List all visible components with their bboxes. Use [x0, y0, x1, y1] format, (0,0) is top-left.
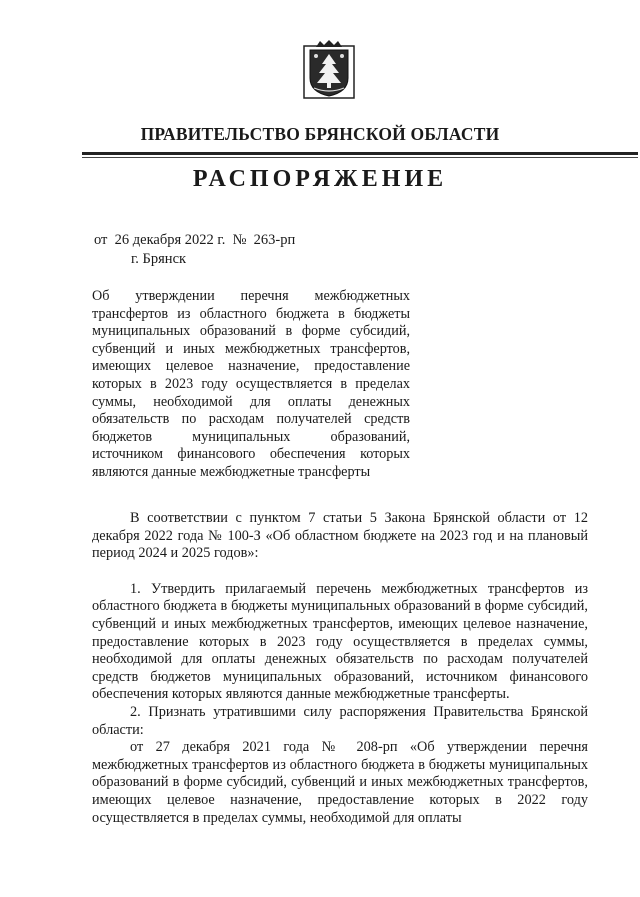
- document-type-title: РАСПОРЯЖЕНИЕ: [192, 166, 448, 192]
- document-body: [92, 510, 588, 827]
- document-meta: [94, 231, 295, 269]
- header-divider-thin: [82, 157, 638, 158]
- item-2-paragraph: 2. Признать утратившими силу распоряжения Правительства Брянской области:: [92, 703, 588, 738]
- preamble-paragraph: В соответствии с пунктом 7 статьи 5 Закона Брянской области от 12 декабря 2022 года № 100-З «Об областном бюджете на 2023 год и на плановый период 2024 и 2025 годов»:: [92, 510, 588, 562]
- item-1-paragraph: 1. Утвердить прилагаемый перечень межбюджетных трансфертов из областного бюджета в бюджеты муниципальных образований в форме субсидий, субвенций и иных межбюджетных трансфертов, имеющих целевое назначение, предоставление которых в 2023 году осуществляется в пределах суммы, необходимой для оплаты денежных обязательств по расходам получателей средств бюджетов муниципальных образований, источником финансового обеспечения которых являются данные межбюджетные трансферты.: [92, 580, 588, 703]
- header-divider-thick: [82, 152, 638, 155]
- coat-of-arms-emblem-icon: [302, 40, 356, 100]
- item-2-subitem-1-paragraph: от 27 декабря 2021 года № 208-рп «Об утверждении перечня межбюджетных трансфертов из областного бюджета в бюджеты муниципальных образований в форме субсидий, субвенций и иных межбюджетных трансфертов, имеющих целевое назначение, предоставление которых в 2022 году осуществляется в пределах суммы, необходимой для оплаты: [92, 739, 588, 826]
- date-number-line: от 26 декабря 2022 г. № 263-рп: [94, 232, 296, 248]
- organization-name: ПРАВИТЕЛЬСТВО БРЯНСКОЙ ОБЛАСТИ: [140, 124, 500, 144]
- city-line: г. Брянск: [131, 251, 187, 267]
- document-subject: Об утверждении перечня межбюджетных трансфертов из областного бюджета в бюджеты муниципальных образований в форме субсидий, субвенций и иных межбюджетных трансфертов, имеющих целевое назначение, предоставление которых в 2023 году осуществляется в пределах суммы, необходимой для оплаты денежных обязательств по расходам получателей средств бюджетов муниципальных образований, источником финансового обеспечения которых являются данные межбюджетные трансферты: [92, 288, 410, 480]
